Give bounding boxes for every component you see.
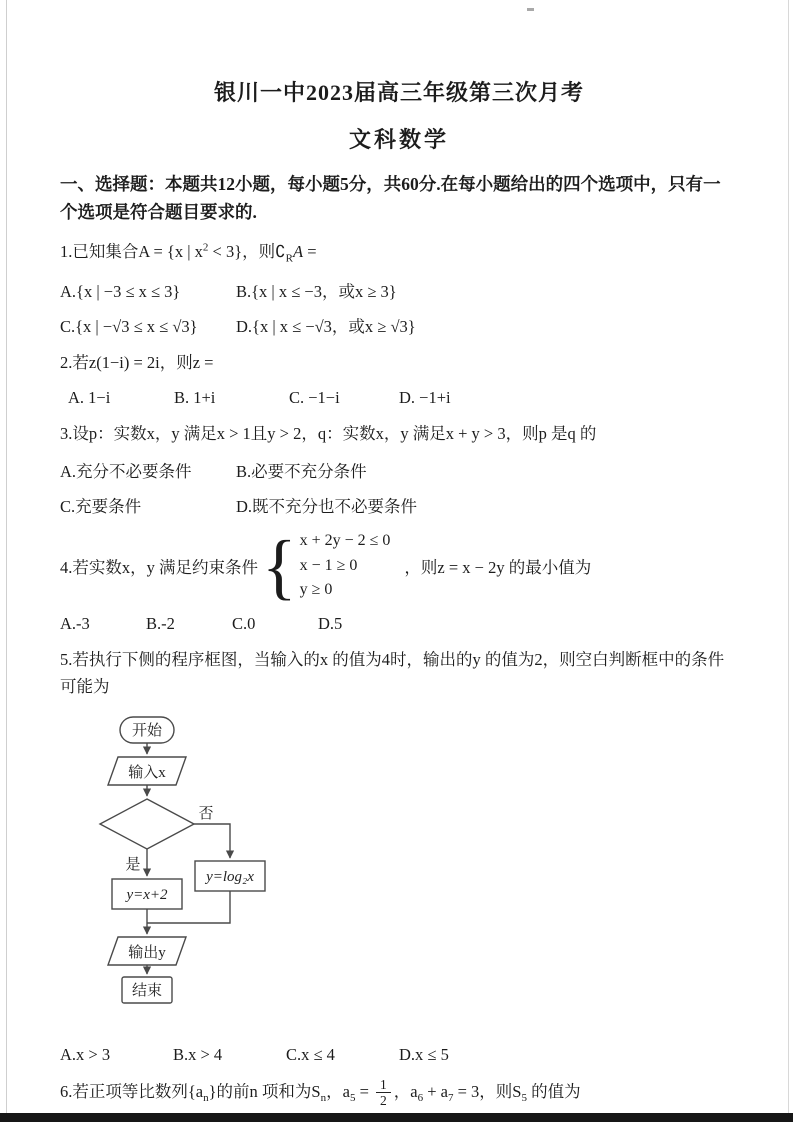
question-1-options-row-1 [60,278,738,302]
question-2-stem: 2.若z(1−i) = 2i，则z = [60,353,214,373]
q6-text-3: ，a [326,1081,350,1101]
question-4-option-a: A.-3 [60,614,90,634]
q1-text-1: 1.已知集合A = {x | x [60,242,203,261]
question-3-options-row-2 [60,493,738,517]
q6-subscript-n2: n [320,1091,327,1104]
question-4-option-b: B.-2 [146,614,175,634]
question-2-option-d: D. −1+i [399,387,451,407]
question-5-stem: 5.若执行下侧的程序框图，当输入的x 的值为4时，输出的y 的值为2，则空白判断框中的条件可能为 [60,650,725,697]
constraint-3: y ≥ 0 [299,581,333,599]
page-edge-right [788,0,789,1122]
q6-subscript-6: 6 [417,1091,424,1104]
question-1-option-b: B.{x | x ≤ −3，或x ≥ 3} [236,282,397,302]
exam-content [60,76,738,1109]
question-1-option-a: A.{x | −3 ≤ x ≤ 3} [60,282,181,302]
page-title: 银川一中2023届高三年级第三次月考 [213,80,584,105]
end-label: 结束 [131,982,163,999]
q6-text-2: }的前n 项和为S [208,1081,321,1101]
question-2-option-c: C. −1−i [289,387,340,407]
question-4-options-row [60,614,738,634]
question-5-option-d: D.x ≤ 5 [399,1044,449,1064]
question-5-option-b: B.x > 4 [173,1044,223,1064]
yes-branch-label: 是 [125,856,141,873]
q6-text-4: = [355,1081,373,1101]
input-label: 输入x [128,764,166,781]
question-3-option-d: D.既不充分也不必要条件 [236,496,418,516]
question-6 [60,1077,738,1109]
question-3-stem: 3.设p：实数x，y 满足x > 1且y > 2，q：实数x，y 满足x + y > 3，则p 是q 的 [60,423,597,443]
flowchart [82,711,738,1034]
question-2-option-a: A. 1−i [68,387,111,407]
page-subtitle: 文科数学 [348,127,449,152]
constraint-system [262,525,391,607]
question-3-option-b: B.必要不充分条件 [236,461,367,481]
process-log-label: y=log₂x [206,868,254,885]
section-instructions: 一、选择题：本题共12小题，每小题5分，共60分.在每小题给出的四个选项中，只有一个选项是符合题目要求的. [60,174,721,222]
constraint-1: x + 2y − 2 ≤ 0 [299,531,391,549]
question-1-option-d: D.{x | x ≤ −√3，或x ≥ √3} [236,317,416,337]
scan-bottom-bar [0,1113,793,1122]
q6-subscript-n1: n [203,1091,209,1104]
question-3-options-row-1 [60,458,738,482]
q6-text-8: 的值为 [526,1081,581,1101]
page-edge-left [6,0,7,1122]
no-branch-label: 否 [198,805,214,822]
q1-text-2: < 3}，则∁ [208,242,286,261]
question-1-stem [60,238,738,267]
constraint-list [300,529,391,603]
constraint-2: x − 1 ≥ 0 [299,556,358,574]
scan-artifact-mark [527,8,534,11]
start-label: 开始 [131,722,163,739]
question-3 [60,420,738,517]
fraction-denominator: 2 [380,1093,387,1109]
q6-subscript-7: 7 [447,1091,454,1104]
q1-subscript-r: R [285,252,293,265]
q6-text-6: + a [423,1081,448,1101]
q6-subscript-5b: 5 [521,1091,527,1104]
question-5-option-c: C.x ≤ 4 [286,1044,335,1064]
question-4-stem [60,525,738,607]
process-plus2-label: y=x+2 [126,886,168,903]
q1-superscript-2: 2 [202,241,209,254]
question-3-option-c: C.充要条件 [60,496,142,516]
question-2-option-b: B. 1+i [174,387,216,407]
q6-text-5: ，a [393,1081,418,1101]
question-2-options-row [60,388,738,408]
left-brace: { [262,525,297,607]
output-label: 输出y [128,944,166,961]
question-5 [60,646,738,1064]
q4-text-1: 4.若实数x，y 满足约束条件 [60,558,258,578]
question-3-option-a: A.充分不必要条件 [60,461,192,481]
q6-subscript-5a: 5 [349,1091,356,1104]
fraction-numerator: 1 [376,1077,391,1094]
q1-set-a: A [293,242,304,261]
question-1-option-c: C.{x | −√3 ≤ x ≤ √3} [60,317,198,337]
q1-text-3: = [303,242,317,261]
flowchart-svg [82,711,342,1029]
question-1-options-row-2 [60,313,738,337]
question-1 [60,238,738,337]
question-4-option-d: D.5 [318,614,343,634]
q6-text-7: = 3，则S [453,1081,522,1101]
fraction-one-half [376,1077,391,1109]
question-4 [60,525,738,634]
question-5-options-row [60,1045,738,1065]
question-4-option-c: C.0 [232,614,256,634]
question-5-option-a: A.x > 3 [60,1044,111,1064]
decision-node-blank [100,799,194,849]
q4-text-2: ，则z = x − 2y 的最小值为 [404,558,592,578]
question-2 [60,349,738,407]
arrow-no-branch [194,824,230,858]
question-6-stem [60,1077,738,1109]
q6-text-1: 6.若正项等比数列{a [60,1081,204,1101]
